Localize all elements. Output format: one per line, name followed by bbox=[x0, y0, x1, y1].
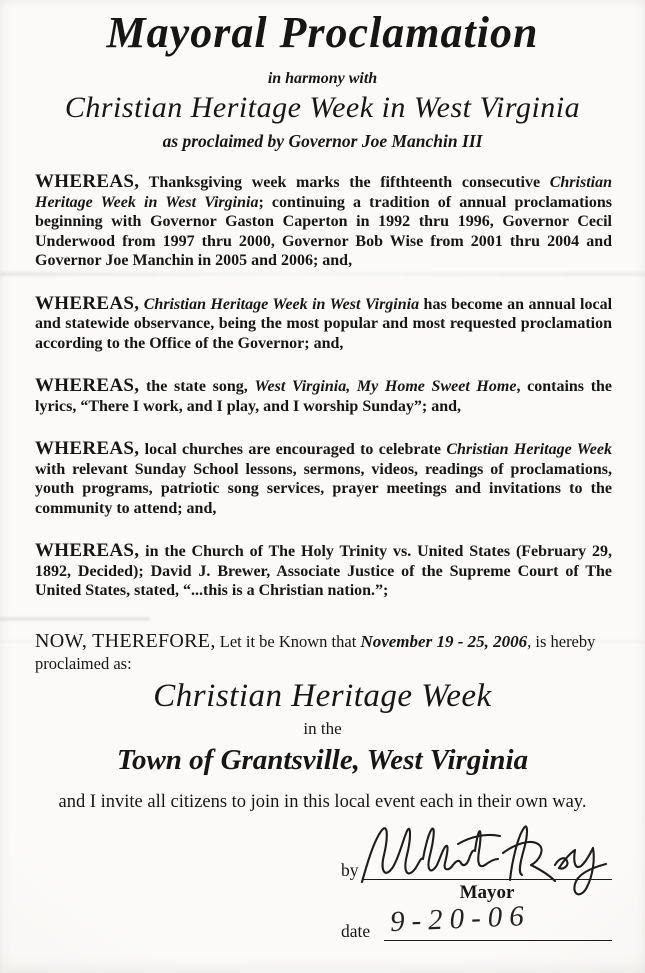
date-line bbox=[384, 940, 612, 941]
in-the-text: in the bbox=[303, 719, 342, 738]
governor-subtitle: as proclaimed by Governor Joe Manchin III bbox=[162, 131, 483, 152]
text-segment: November 19 - 25, 2006 bbox=[360, 631, 528, 651]
text-segment: , is hereby proclaimed as: bbox=[35, 631, 596, 673]
by-label: by bbox=[341, 860, 359, 880]
proclamation-block bbox=[0, 678, 645, 813]
invitation-line: and I invite all citizens to join in this local event each in their own way. bbox=[58, 792, 587, 812]
text-segment: WHEREAS, bbox=[35, 375, 140, 396]
text-segment: WHEREAS, bbox=[35, 292, 140, 314]
whereas-section bbox=[35, 172, 612, 698]
text-segment: with relevant Sunday School lessons, sermons, videos, readings of proclamations, youth programs, patriotic song services, prayer meetings and invitations to the community to attend; and, bbox=[35, 460, 612, 517]
whereas-paragraph bbox=[35, 439, 612, 518]
text-segment: local churches are encouraged to celebrate bbox=[139, 441, 447, 458]
signature-line bbox=[362, 879, 612, 880]
town-name: Town of Grantsville, West Virginia bbox=[116, 744, 529, 776]
text-segment: WHEREAS, bbox=[35, 438, 140, 459]
heritage-week-script-line: Christian Heritage Week bbox=[153, 678, 492, 714]
handwritten-date: 9-20-06 bbox=[389, 899, 532, 939]
document-header bbox=[0, 0, 645, 152]
text-segment: , contains the lyrics, “There I work, and I play, and I worship Sunday”; and, bbox=[35, 378, 613, 415]
text-segment: in the Church of The Holy Trinity vs. United States (February 29, 1892, Decided); David J. Brewer, Associate Justice of the Supreme Court of The United States, stated, “...this is a Christian nation.”; bbox=[35, 543, 612, 599]
now-therefore-paragraph bbox=[35, 630, 612, 675]
text-segment: ; continuing a tradition of annual proclamations beginning with Governor Gaston Caperton in 1992 thru 1996, Governor Cecil Underwood from 1997 thru 2000, Governor Bob Wise from 2001 thru 2004 and Governor Joe Manchin in 2005 and 2006; and, bbox=[35, 193, 613, 269]
text-segment: Let it be Known that bbox=[215, 631, 361, 651]
date-label: date bbox=[341, 921, 371, 941]
whereas-paragraph bbox=[35, 541, 612, 601]
whereas-paragraph bbox=[35, 294, 612, 354]
text-segment: Thanksgiving week marks the fifthteenth consecutive bbox=[139, 174, 550, 191]
text-segment: has become an annual local and statewide observance, being the most popular and most requested proclamation according to the Office of the Governor; and, bbox=[35, 295, 613, 352]
text-segment: Christian Heritage Week bbox=[446, 441, 612, 458]
mayor-label: Mayor bbox=[459, 882, 515, 903]
whereas-paragraph bbox=[35, 376, 612, 416]
heritage-week-script-title: Christian Heritage Week in West Virginia bbox=[64, 91, 581, 125]
harmony-tagline: in harmony with bbox=[267, 70, 378, 88]
text-segment: West Virginia, My Home Sweet Home bbox=[254, 378, 517, 395]
whereas-paragraph bbox=[35, 172, 612, 271]
document-title: Mayoral Proclamation bbox=[106, 8, 539, 57]
text-segment: Christian Heritage Week in West Virginia bbox=[35, 174, 612, 211]
text-segment: the state song, bbox=[139, 378, 255, 395]
text-segment: NOW, THEREFORE, bbox=[35, 629, 216, 652]
text-segment: WHEREAS, bbox=[35, 540, 140, 561]
text-segment: WHEREAS, bbox=[35, 171, 140, 192]
text-segment: Christian Heritage Week in West Virginia bbox=[143, 295, 420, 313]
